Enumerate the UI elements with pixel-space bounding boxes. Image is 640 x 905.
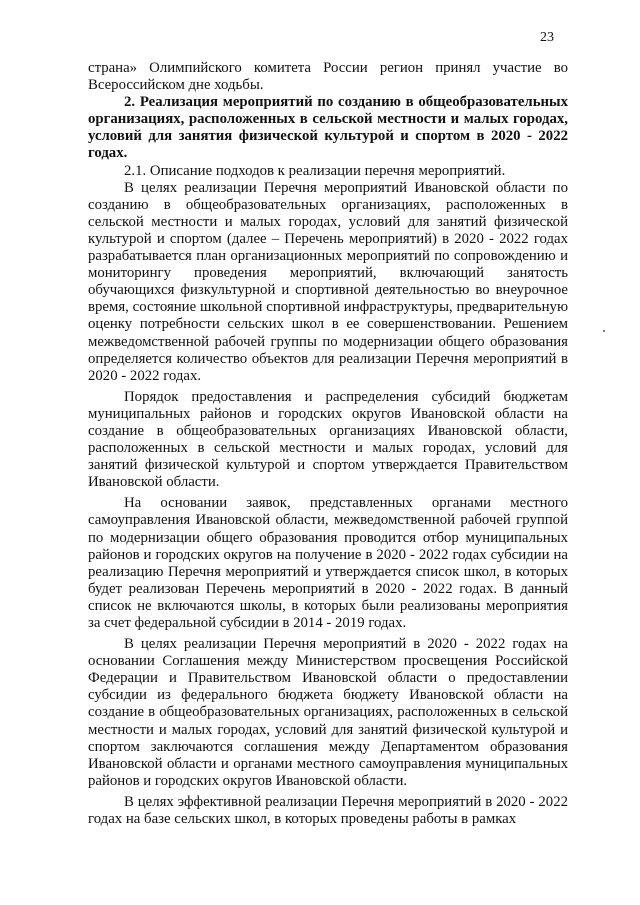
- body-paragraph: В целях реализации Перечня мероприятий Ивановской области по созданию в общеобразовательных организациях, расположенных в сельской местности и малых городах, условий для занятий физической культурой и спортом (далее – Перечень мероприятий) в 2020 - 2022 годах разрабатывается план организационных мероприятий по сопровождению и мониторингу проведения мероприятий, включающий занятость обучающихся физкультурной и спортивной деятельностью во внеурочное время, состояние школьной спортивной инфраструктуры, предварительную оценку потребности сельских школ в ее совершенствовании. Решением межведомственной рабочей группы по модернизации общего образования определяется количество объектов для реализации Перечня мероприятий в 2020 - 2022 годах.: [88, 179, 568, 384]
- body-paragraph: В целях реализации Перечня мероприятий в 2020 - 2022 годах на основании Соглашения между Министерством просвещения Российской Федерации и Правительством Ивановской области о предоставлении субсидии из федерального бюджета бюджету Ивановской области на создание в общеобразовательных организациях, расположенных в сельской местности и малых городах, условий для занятий физической культурой и спортом заключаются соглашения между Департаментом образования Ивановской области и органами местного самоуправления муниципальных районов и городских округов Ивановской области.: [88, 636, 568, 789]
- body-paragraph: Порядок предоставления и распределения субсидий бюджетам муниципальных районов и городских округов Ивановской области на создание в общеобразовательных организациях Ивановской области, расположенных в сельской местности и малых городах, условий для занятий физической культурой и спортом утверждается Правительством Ивановской области.: [88, 388, 568, 491]
- scan-speck: [603, 330, 605, 332]
- page-number: 23: [540, 30, 554, 45]
- body-paragraph: На основании заявок, представленных органами местного самоуправления Ивановской области, межведомственной рабочей группой по модернизации общего образования проводится отбор муниципальных районов и городских округов на получение в 2020 - 2022 годах субсидии на реализацию Перечня мероприятий и утверждается список школ, в которых будет реализован Перечень мероприятий в 2020 - 2022 годах. В данный список не включаются школы, в которых были реализованы мероприятия за счет федеральной субсидии в 2014 - 2019 годах.: [88, 495, 568, 631]
- body-paragraph: В целях эффективной реализации Перечня мероприятий в 2020 - 2022 годах на базе сельских школ, в которых проведены работы в рамках: [88, 793, 568, 828]
- continuation-paragraph: страна» Олимпийского комитета России регион принял участие во Всероссийском дне ходьбы.: [88, 60, 568, 94]
- document-body: [88, 60, 568, 828]
- section-heading: 2. Реализация мероприятий по созданию в общеобразовательных организациях, расположенных в сельской местности и малых городах, условий для занятия физической культурой и спортом в 2020 - 2022 годах.: [88, 94, 568, 162]
- subsection-heading: 2.1. Описание подходов к реализации перечня мероприятий.: [124, 162, 506, 179]
